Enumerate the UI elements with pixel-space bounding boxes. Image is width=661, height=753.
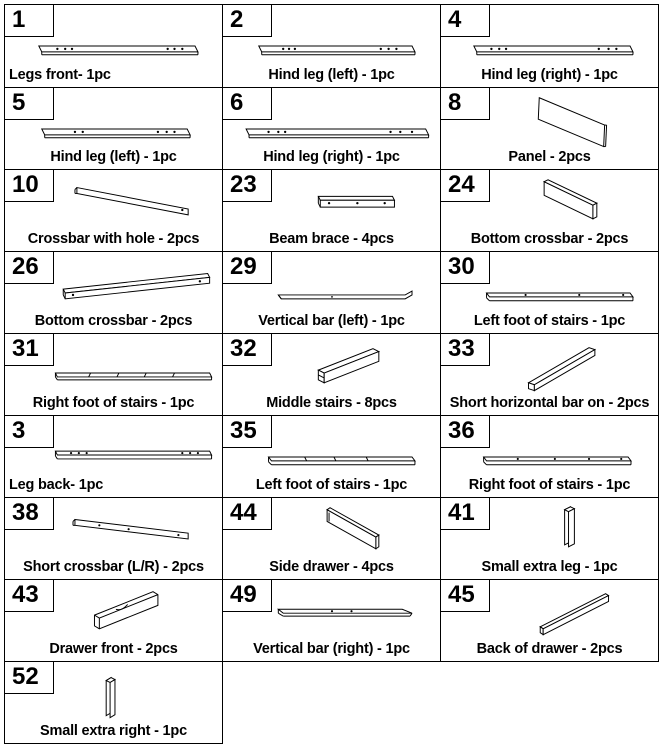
part-label: Hind leg (right) - 1pc bbox=[263, 149, 400, 165]
part-number: 26 bbox=[5, 252, 54, 284]
part-number: 41 bbox=[441, 498, 490, 530]
part-cell bbox=[440, 87, 659, 170]
part-number: 52 bbox=[5, 662, 54, 694]
part-number: 23 bbox=[223, 170, 272, 202]
part-cell bbox=[440, 415, 659, 498]
part-cell bbox=[222, 4, 441, 88]
part-number: 35 bbox=[223, 416, 272, 448]
part-cell bbox=[4, 4, 223, 88]
part-cell bbox=[222, 415, 441, 498]
part-cell bbox=[4, 87, 223, 170]
part-cell bbox=[222, 579, 441, 662]
part-number: 38 bbox=[5, 498, 54, 530]
part-cell bbox=[222, 333, 441, 416]
part-cell bbox=[440, 169, 659, 252]
part-cell bbox=[4, 333, 223, 416]
part-label: Left foot of stairs - 1pc bbox=[473, 313, 626, 329]
part-label: Short crossbar (L/R) - 2pcs bbox=[23, 559, 204, 575]
part-number: 10 bbox=[5, 170, 54, 202]
part-cell bbox=[4, 169, 223, 252]
part-number: 32 bbox=[223, 334, 272, 366]
part-cell bbox=[440, 497, 659, 580]
part-number: 29 bbox=[223, 252, 272, 284]
part-label: Panel - 2pcs bbox=[508, 149, 591, 165]
part-number: 5 bbox=[5, 88, 54, 120]
part-cell bbox=[222, 169, 441, 252]
part-cell bbox=[440, 4, 659, 88]
part-label: Right foot of stairs - 1pc bbox=[468, 477, 631, 493]
part-label: Legs front- 1pc bbox=[9, 67, 111, 83]
part-number: 1 bbox=[5, 5, 54, 37]
part-cell bbox=[4, 251, 223, 334]
part-number: 2 bbox=[223, 5, 272, 37]
part-label: Right foot of stairs - 1pc bbox=[32, 395, 195, 411]
part-number: 4 bbox=[441, 5, 490, 37]
part-label: Hind leg (left) - 1pc bbox=[268, 67, 395, 83]
part-label: Vertical bar (left) - 1pc bbox=[258, 313, 405, 329]
part-label: Leg back- 1pc bbox=[9, 477, 104, 493]
part-cell bbox=[4, 415, 223, 498]
part-number: 33 bbox=[441, 334, 490, 366]
part-label: Side drawer - 4pcs bbox=[269, 559, 394, 575]
part-cell bbox=[440, 251, 659, 334]
part-label: Drawer front - 2pcs bbox=[49, 641, 178, 657]
part-number: 43 bbox=[5, 580, 54, 612]
part-cell bbox=[4, 497, 223, 580]
part-cell bbox=[440, 333, 659, 416]
part-cell bbox=[222, 87, 441, 170]
part-label: Back of drawer - 2pcs bbox=[476, 641, 623, 657]
part-label: Hind leg (left) - 1pc bbox=[50, 149, 177, 165]
part-label: Small extra leg - 1pc bbox=[481, 559, 618, 575]
part-number: 45 bbox=[441, 580, 490, 612]
part-number: 3 bbox=[5, 416, 54, 448]
part-label: Small extra right - 1pc bbox=[40, 723, 187, 739]
part-label: Beam brace - 4pcs bbox=[269, 231, 394, 247]
part-cell bbox=[222, 497, 441, 580]
part-label: Hind leg (right) - 1pc bbox=[481, 67, 618, 83]
part-number: 31 bbox=[5, 334, 54, 366]
part-number: 6 bbox=[223, 88, 272, 120]
part-label: Bottom crossbar - 2pcs bbox=[470, 231, 629, 247]
part-number: 24 bbox=[441, 170, 490, 202]
part-number: 8 bbox=[441, 88, 490, 120]
part-number: 36 bbox=[441, 416, 490, 448]
part-number: 44 bbox=[223, 498, 272, 530]
part-label: Crossbar with hole - 2pcs bbox=[27, 231, 200, 247]
part-label: Short horizontal bar on - 2pcs bbox=[449, 395, 650, 411]
part-cell bbox=[4, 661, 223, 744]
part-label: Middle stairs - 8pcs bbox=[266, 395, 397, 411]
part-number: 30 bbox=[441, 252, 490, 284]
part-cell bbox=[4, 579, 223, 662]
part-number: 49 bbox=[223, 580, 272, 612]
part-label: Vertical bar (right) - 1pc bbox=[253, 641, 410, 657]
part-cell bbox=[222, 251, 441, 334]
part-label: Bottom crossbar - 2pcs bbox=[34, 313, 193, 329]
part-cell bbox=[440, 579, 659, 662]
part-label: Left foot of stairs - 1pc bbox=[255, 477, 408, 493]
